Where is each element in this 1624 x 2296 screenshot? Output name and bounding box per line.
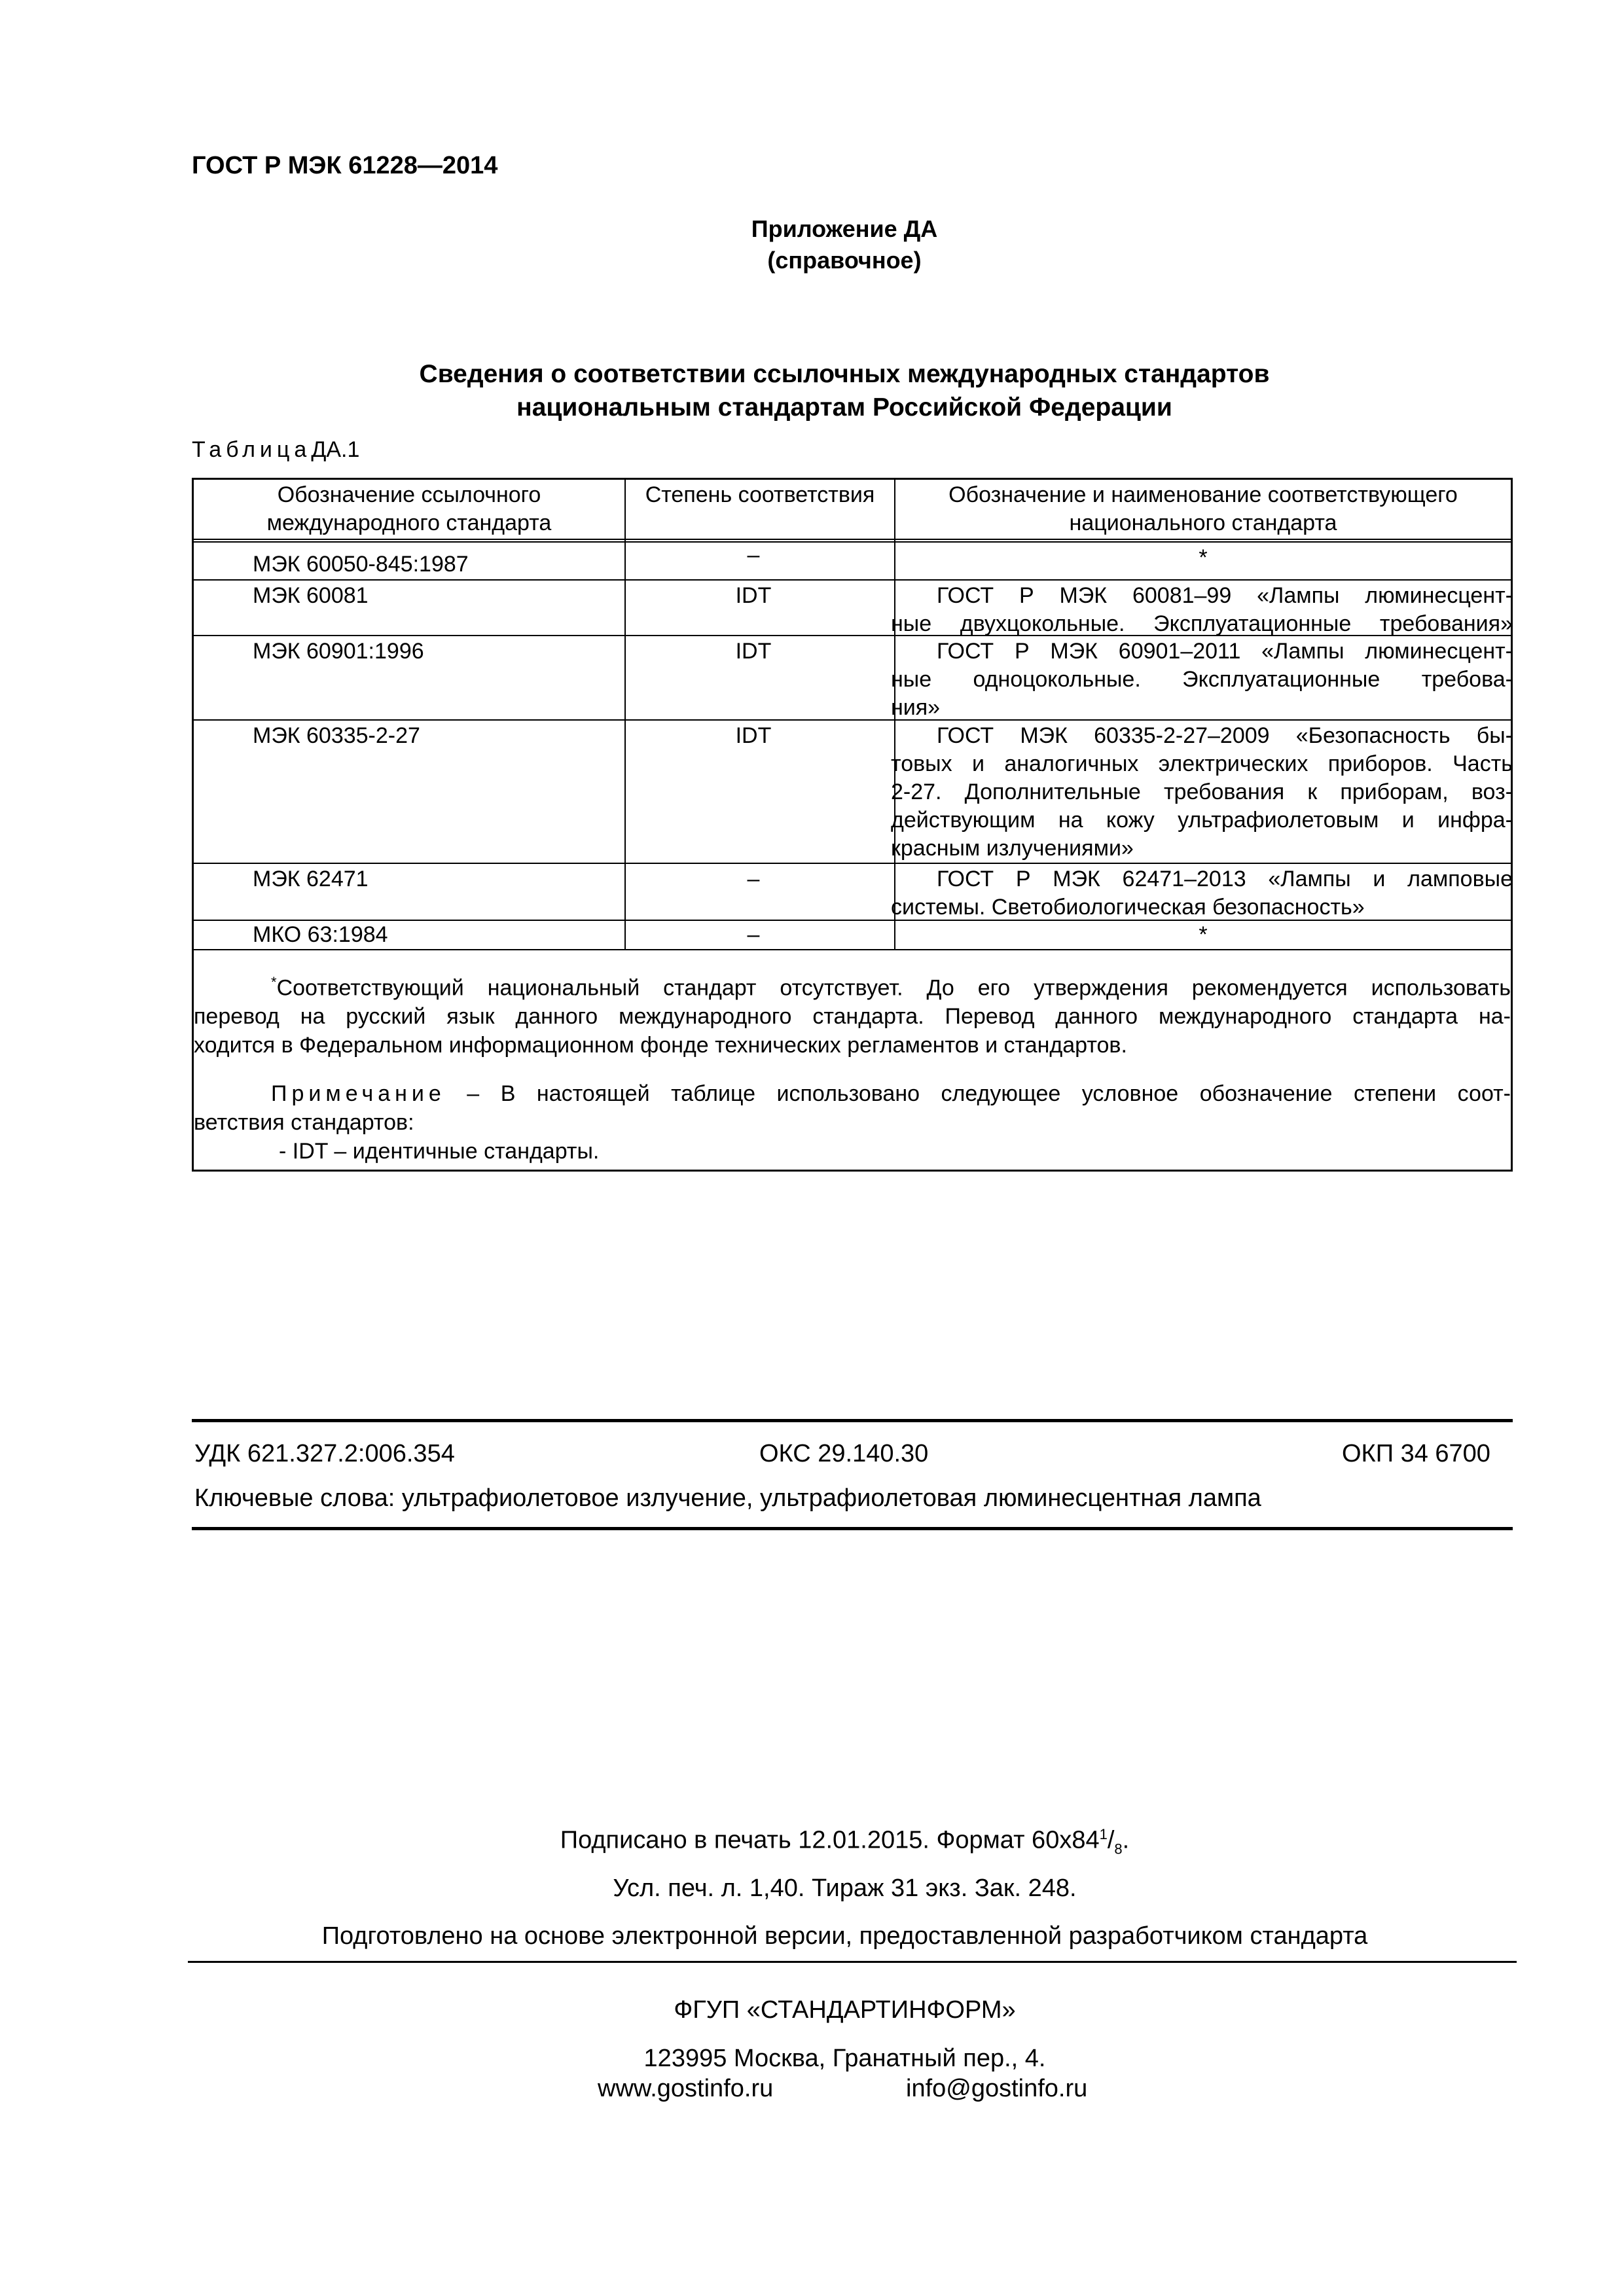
national-line: ГОСТ Р МЭК 60901–2011 «Лампы люминесцент- — [937, 639, 1513, 664]
cell-national — [891, 865, 1513, 922]
cell-reference: МЭК 60050-845:1987 — [253, 552, 469, 577]
footnote-text: Соответствующий национальный стандарт отсутствует. До его утверждения рекомендуется использовать — [276, 975, 1511, 1001]
cell-reference: МКО 63:1984 — [253, 922, 388, 947]
signed-text: Подписано в печать 12.01.2015. Формат 60x84 — [560, 1826, 1100, 1854]
table-note — [194, 1079, 1511, 1166]
cell-reference: МЭК 60081 — [253, 583, 369, 608]
table-label-word: Таблица — [192, 437, 312, 462]
cell-degree: – — [747, 922, 760, 947]
section-heading-line-1: Сведения о соответствии ссылочных международных стандартов — [419, 360, 1270, 388]
table-header-rule — [194, 539, 1511, 540]
column-header-reference — [194, 481, 624, 537]
publisher-address: 123995 Москва, Гранатный пер., 4. — [643, 2045, 1046, 2072]
note-text: – В настоящей таблице использовано следующее условное обозначение степени соот- — [445, 1081, 1511, 1106]
national-line: ные одноцокольные. Эксплуатационные требова- — [891, 667, 1513, 692]
cell-reference: МЭК 62471 — [253, 867, 369, 891]
cell-reference: МЭК 60335-2-27 — [253, 723, 420, 748]
note-line: ветствия стандартов: — [194, 1110, 414, 1135]
column-header-line: Степень соответствия — [645, 482, 875, 507]
national-line: красным излучениями» — [891, 836, 1134, 861]
row-divider — [194, 579, 1511, 581]
appendix-title: Приложение ДА — [751, 215, 938, 242]
footnote-line: перевод на русский язык данного международного стандарта. Перевод данного международного стандарта на- — [194, 1004, 1511, 1030]
oks-code: ОКС 29.140.30 — [759, 1440, 929, 1467]
column-header-degree — [626, 481, 894, 509]
national-line: ния» — [891, 695, 941, 720]
row-divider — [194, 863, 1511, 864]
footnote-line: ходится в Федеральном информационном фонде технических регламентов и стандартов. — [194, 1033, 1127, 1058]
signed-for-print — [0, 1826, 1624, 1857]
footnote-line — [194, 968, 1511, 1002]
national-line: действующим на кожу ультрафиолетовым и инфра- — [891, 808, 1513, 833]
table-label — [192, 437, 359, 463]
table-label-number: ДА.1 — [311, 437, 360, 462]
email-link[interactable]: info@gostinfo.ru — [906, 2075, 1088, 2102]
cell-national: * — [1199, 545, 1208, 570]
cell-national — [891, 582, 1513, 638]
national-line: ные двухцокольные. Эксплуатационные требования» — [891, 611, 1513, 636]
column-header-line: Обозначение ссылочного — [277, 482, 541, 507]
column-header-line: Обозначение и наименование соответствующего — [948, 482, 1458, 507]
format-fraction-denominator: 8 — [1114, 1840, 1123, 1857]
national-line: системы. Светобиологическая безопасность» — [891, 895, 1365, 920]
cell-degree: IDT — [735, 723, 772, 748]
publisher-name: ФГУП «СТАНДАРТИНФОРМ» — [674, 1996, 1016, 2024]
correspondence-table — [192, 478, 1513, 1172]
format-fraction-numerator: 1 — [1099, 1826, 1108, 1842]
keywords: Ключевые слова: ультрафиолетовое излучение, ультрафиолетовая люминесцентная лампа — [194, 1484, 1261, 1512]
section-heading-line-2: национальным стандартам Российской Федерации — [516, 393, 1172, 422]
cell-national — [891, 722, 1513, 863]
note-line — [194, 1079, 1511, 1108]
national-line: товых и аналогичных электрических приборов. Часть — [891, 751, 1513, 776]
signed-suffix: . — [1122, 1826, 1130, 1854]
appendix-kind: (справочное) — [767, 247, 922, 274]
cell-degree: IDT — [735, 583, 772, 608]
classification-bottom-rule — [192, 1527, 1513, 1530]
prepared-note: Подготовлено на основе электронной версии, предоставленной разработчиком стандарта — [321, 1922, 1368, 1950]
udk-code: УДК 621.327.2:006.354 — [194, 1440, 455, 1467]
note-label: Примечание — [271, 1081, 446, 1106]
imprint-rule — [188, 1961, 1517, 1963]
print-info: Усл. печ. л. 1,40. Тираж 31 экз. Зак. 248. — [613, 1874, 1077, 1902]
cell-reference: МЭК 60901:1996 — [253, 639, 424, 664]
note-line: - IDT – идентичные стандарты. — [279, 1139, 600, 1164]
website-link[interactable]: www.gostinfo.ru — [598, 2075, 774, 2102]
cell-national — [891, 637, 1513, 722]
cell-national: * — [1199, 922, 1208, 947]
column-header-line: международного стандарта — [266, 511, 552, 535]
national-line: 2-27. Дополнительные требования к приборам, воз- — [891, 780, 1513, 804]
format-fraction-slash: / — [1107, 1826, 1115, 1854]
classification-top-rule — [192, 1419, 1513, 1422]
cell-degree: – — [747, 543, 760, 567]
okp-code: ОКП 34 6700 — [1342, 1440, 1490, 1467]
footnote-divider — [194, 949, 1511, 950]
table-footnote — [194, 968, 1511, 1060]
national-line: ГОСТ Р МЭК 62471–2013 «Лампы и ламповые — [937, 867, 1513, 891]
cell-degree: – — [747, 867, 760, 891]
footnote-marker: * — [271, 974, 277, 990]
national-line: ГОСТ Р МЭК 60081–99 «Лампы люминесцент- — [937, 583, 1513, 608]
column-header-national — [895, 481, 1511, 537]
document-code: ГОСТ Р МЭК 61228—2014 — [192, 152, 498, 179]
column-header-line: национального стандарта — [1069, 511, 1337, 535]
cell-degree: IDT — [735, 639, 772, 664]
national-line: ГОСТ МЭК 60335-2-27–2009 «Безопасность бы- — [937, 723, 1513, 748]
